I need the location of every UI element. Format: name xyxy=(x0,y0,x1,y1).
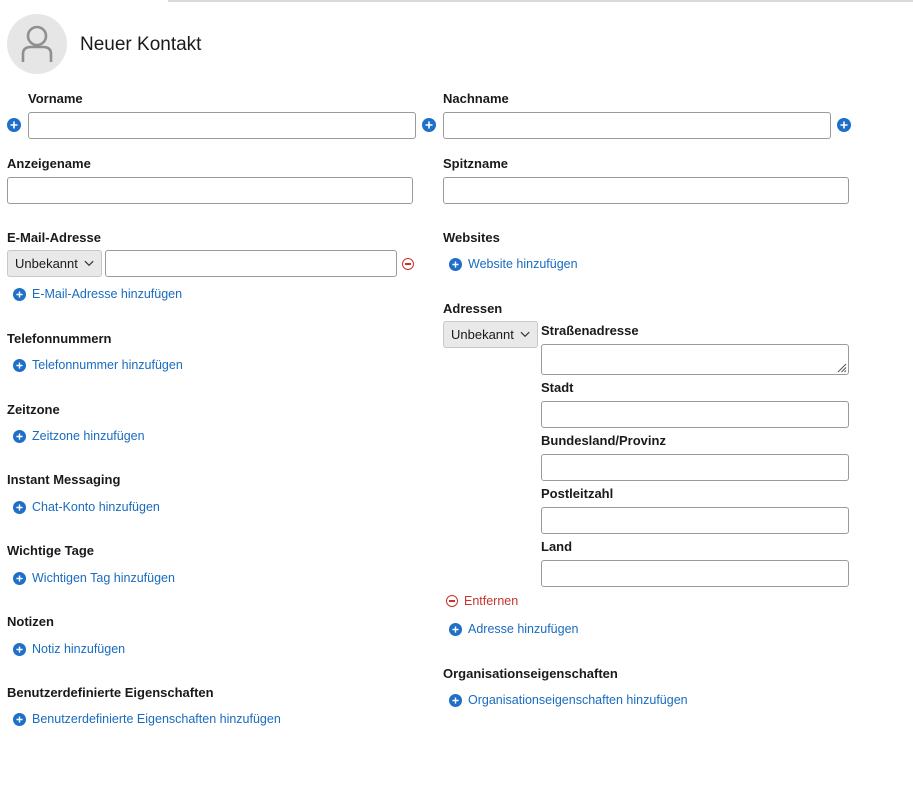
custom-section-label: Benutzerdefinierte Eigenschaften xyxy=(7,685,214,700)
add-prefix-button[interactable] xyxy=(7,118,21,132)
top-divider xyxy=(168,0,913,2)
country-label: Land xyxy=(541,539,573,554)
email-section-label: E-Mail-Adresse xyxy=(7,230,101,245)
zip-input[interactable] xyxy=(541,507,849,534)
add-date-label: Wichtigen Tag hinzufügen xyxy=(32,571,175,585)
remove-email-button[interactable] xyxy=(402,258,414,270)
plus-icon xyxy=(449,694,462,707)
add-phone-label: Telefonnummer hinzufügen xyxy=(32,358,183,372)
state-label: Bundesland/Provinz xyxy=(541,433,666,448)
email-type-value: Unbekannt xyxy=(15,256,78,271)
city-input[interactable] xyxy=(541,401,849,428)
remove-address-button[interactable] xyxy=(446,594,518,608)
add-custom-property-button[interactable] xyxy=(13,712,281,726)
nickname-label: Spitzname xyxy=(443,156,509,171)
address-type-select[interactable] xyxy=(443,321,538,348)
add-org-property-button[interactable] xyxy=(449,693,688,707)
city-label: Stadt xyxy=(541,380,574,395)
add-phone-button[interactable] xyxy=(13,358,183,372)
plus-icon xyxy=(13,501,26,514)
first-name-input[interactable] xyxy=(28,112,416,139)
dates-section-label: Wichtige Tage xyxy=(7,543,95,558)
plus-icon xyxy=(425,121,433,129)
plus-icon xyxy=(840,121,848,129)
state-input[interactable] xyxy=(541,454,849,481)
add-note-label: Notiz hinzufügen xyxy=(32,642,126,656)
contact-avatar[interactable] xyxy=(7,14,67,74)
country-input[interactable] xyxy=(541,560,849,587)
email-input[interactable] xyxy=(105,250,397,277)
last-name-label: Nachname xyxy=(443,91,509,106)
add-custom-property-label: Benutzerdefinierte Eigenschaften hinzufügen xyxy=(32,712,281,726)
first-name-label: Vorname xyxy=(28,91,83,106)
add-address-label: Adresse hinzufügen xyxy=(468,622,579,636)
address-type-value: Unbekannt xyxy=(451,327,514,342)
remove-address-label: Entfernen xyxy=(464,594,519,608)
addresses-section-label: Adressen xyxy=(443,301,503,316)
display-name-input[interactable] xyxy=(7,177,413,204)
add-suffix-button[interactable] xyxy=(837,118,851,132)
add-org-property-label: Organisationseigenschaften hinzufügen xyxy=(468,693,688,707)
add-website-button[interactable] xyxy=(449,257,578,271)
plus-icon xyxy=(13,713,26,726)
org-section-label: Organisationseigenschaften xyxy=(443,666,618,681)
timezone-section-label: Zeitzone xyxy=(7,402,60,417)
street-textarea[interactable] xyxy=(541,344,849,375)
nickname-input[interactable] xyxy=(443,177,849,204)
add-timezone-button[interactable] xyxy=(13,429,145,443)
plus-icon xyxy=(13,572,26,585)
add-chat-account-button[interactable] xyxy=(13,500,160,514)
add-address-button[interactable] xyxy=(449,622,579,636)
plus-icon xyxy=(449,623,462,636)
minus-circle-icon xyxy=(446,595,458,607)
last-name-input[interactable] xyxy=(443,112,831,139)
page-title: Neuer Kontakt xyxy=(80,34,202,55)
add-chat-account-label: Chat-Konto hinzufügen xyxy=(32,500,160,514)
chevron-down-icon xyxy=(84,260,94,267)
chevron-down-icon xyxy=(520,331,530,338)
display-name-label: Anzeigename xyxy=(7,156,91,171)
email-type-select[interactable] xyxy=(7,250,102,277)
plus-icon xyxy=(10,121,18,129)
add-timezone-label: Zeitzone hinzufügen xyxy=(32,429,145,443)
add-date-button[interactable] xyxy=(13,571,175,585)
plus-icon xyxy=(449,258,462,271)
add-email-button[interactable] xyxy=(13,287,182,301)
add-website-label: Website hinzufügen xyxy=(468,257,578,271)
add-email-label: E-Mail-Adresse hinzufügen xyxy=(32,287,183,301)
plus-icon xyxy=(13,359,26,372)
street-label: Straßenadresse xyxy=(541,323,639,338)
notes-section-label: Notizen xyxy=(7,614,54,629)
add-note-button[interactable] xyxy=(13,642,125,656)
im-section-label: Instant Messaging xyxy=(7,472,121,487)
person-icon xyxy=(20,24,54,64)
street-field-wrap xyxy=(541,344,849,375)
plus-icon xyxy=(13,430,26,443)
add-middle-name-button[interactable] xyxy=(422,118,436,132)
plus-icon xyxy=(13,288,26,301)
plus-icon xyxy=(13,643,26,656)
minus-icon xyxy=(405,263,411,265)
websites-section-label: Websites xyxy=(443,230,500,245)
zip-label: Postleitzahl xyxy=(541,486,614,501)
phone-section-label: Telefonnummern xyxy=(7,331,112,346)
